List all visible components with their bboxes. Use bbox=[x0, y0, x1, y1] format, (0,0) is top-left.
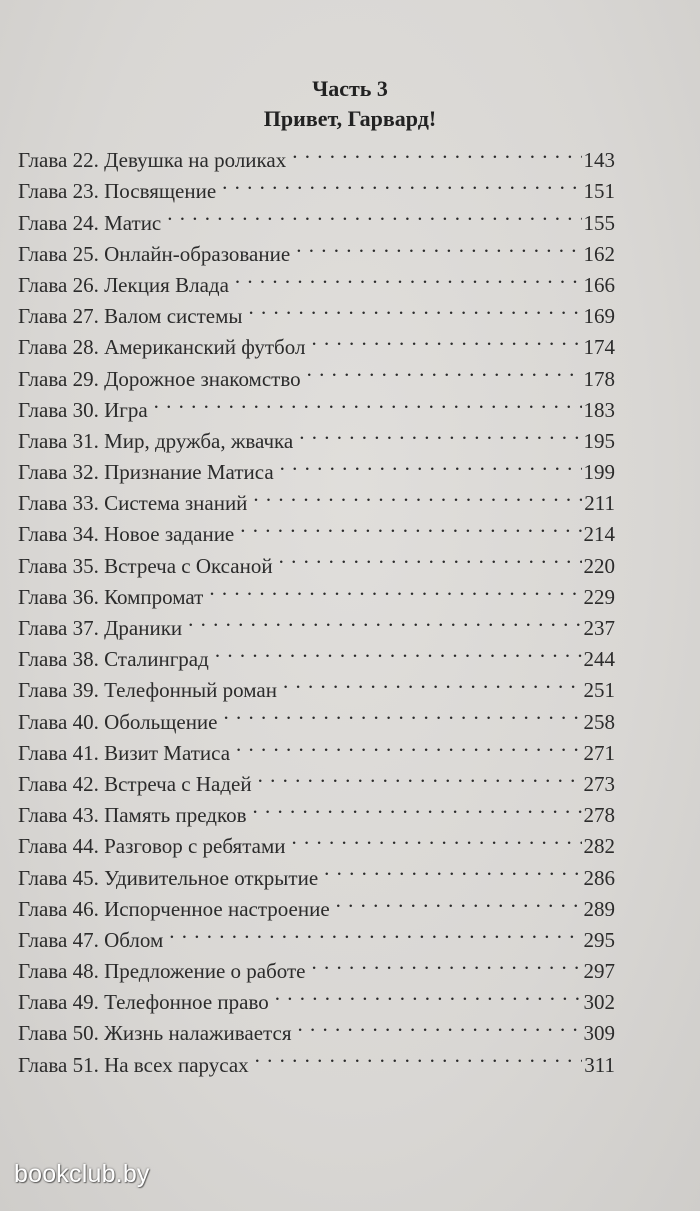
toc-entry-page-number: 178 bbox=[583, 366, 615, 391]
dot-leader bbox=[218, 167, 581, 198]
dot-leader bbox=[165, 916, 581, 947]
toc-entry-page-number: 166 bbox=[583, 272, 615, 297]
dot-leader bbox=[232, 729, 581, 760]
toc-entry-page-number: 214 bbox=[583, 522, 615, 547]
toc-entry-title: Глава 30. Игра bbox=[18, 397, 148, 422]
toc-entry-page-number: 211 bbox=[584, 491, 615, 516]
toc-entry-page-number: 282 bbox=[583, 834, 615, 859]
toc-entry-page-number: 302 bbox=[583, 990, 615, 1015]
toc-entry-page-number: 258 bbox=[583, 709, 615, 734]
toc-entry-page-number: 220 bbox=[583, 553, 615, 578]
toc-entry-page-number: 295 bbox=[583, 927, 615, 952]
toc-entry-title: Глава 48. Предложение о работе bbox=[18, 959, 306, 984]
dot-leader bbox=[332, 885, 582, 916]
dot-leader bbox=[279, 666, 582, 697]
dot-leader bbox=[287, 822, 581, 853]
toc-entry-title: Глава 28. Американский футбол bbox=[18, 335, 306, 360]
toc-entry-title: Глава 39. Телефонный роман bbox=[18, 678, 277, 703]
toc-entry-title: Глава 37. Драники bbox=[18, 616, 183, 640]
toc-entry-page-number: 244 bbox=[583, 647, 615, 672]
dot-leader bbox=[249, 479, 582, 510]
toc-entry-title: Глава 40. Обольщение bbox=[18, 709, 218, 734]
toc-entry-page-number: 169 bbox=[583, 304, 615, 329]
toc-entry-page-number: 162 bbox=[583, 241, 615, 266]
toc-entry-title: Глава 47. Облом bbox=[18, 927, 164, 952]
toc-entry-title: Глава 36. Компромат bbox=[18, 584, 204, 609]
dot-leader bbox=[220, 697, 582, 728]
dot-leader bbox=[292, 230, 581, 261]
toc-entry-title: Глава 29. Дорожное знакомство bbox=[18, 366, 301, 391]
toc-entry-title: Глава 46. Испорченное настроение bbox=[18, 896, 330, 921]
toc-entry-title: Глава 41. Визит Матиса bbox=[18, 740, 231, 765]
dot-leader bbox=[320, 853, 581, 884]
toc-entry bbox=[18, 136, 615, 173]
dot-leader bbox=[308, 947, 582, 978]
dot-leader bbox=[295, 417, 581, 448]
part-label: Часть 3 bbox=[312, 76, 388, 101]
dot-leader bbox=[249, 791, 582, 822]
dot-leader bbox=[205, 573, 581, 604]
dot-leader bbox=[231, 261, 582, 292]
toc-entry-page-number: 174 bbox=[583, 335, 615, 360]
table-of-contents bbox=[18, 136, 615, 1077]
toc-entry-page-number: 237 bbox=[583, 616, 615, 640]
toc-entry-page-number: 309 bbox=[583, 1021, 615, 1046]
toc-entry-title: Глава 50. Жизнь налаживается bbox=[18, 1021, 292, 1046]
dot-leader bbox=[275, 541, 582, 572]
dot-leader bbox=[150, 386, 582, 417]
dot-leader bbox=[254, 760, 582, 791]
toc-entry-title: Глава 32. Признание Матиса bbox=[18, 460, 274, 485]
dot-leader bbox=[307, 323, 581, 354]
toc-entry-page-number: 271 bbox=[583, 740, 615, 765]
toc-entry-page-number: 286 bbox=[583, 865, 615, 890]
toc-entry-title: Глава 31. Мир, дружба, жвачка bbox=[18, 428, 294, 453]
toc-entry-page-number: 229 bbox=[583, 584, 615, 609]
toc-entry-page-number: 278 bbox=[583, 803, 615, 828]
toc-entry-page-number: 273 bbox=[583, 771, 615, 796]
dot-leader bbox=[293, 1009, 581, 1040]
part-title: Привет, Гарвард! bbox=[263, 106, 437, 131]
toc-entry-page-number: 251 bbox=[583, 678, 615, 703]
dot-leader bbox=[303, 354, 582, 385]
dot-leader bbox=[163, 198, 581, 229]
toc-entry-title: Глава 22. Девушка на роликах bbox=[18, 148, 287, 173]
toc-entry-page-number: 195 bbox=[583, 428, 615, 453]
toc-entry-title: Глава 35. Встреча с Оксаной bbox=[18, 553, 273, 578]
toc-entry-page-number: 143 bbox=[583, 148, 615, 173]
toc-entry-title: Глава 44. Разговор с ребятами bbox=[18, 834, 286, 859]
toc-entry-title: Глава 43. Память предков bbox=[18, 803, 247, 828]
dot-leader bbox=[276, 448, 582, 479]
dot-leader bbox=[236, 510, 581, 541]
dot-leader bbox=[251, 1040, 583, 1071]
toc-entry-page-number: 311 bbox=[584, 1052, 615, 1077]
toc-entry-page-number: 289 bbox=[583, 896, 615, 921]
toc-entry-title: Глава 45. Удивительное открытие bbox=[18, 865, 319, 890]
dot-leader bbox=[244, 292, 581, 323]
dot-leader bbox=[184, 604, 581, 635]
toc-entry-title: Глава 27. Валом системы bbox=[18, 304, 243, 329]
toc-entry-title: Глава 49. Телефонное право bbox=[18, 990, 269, 1015]
toc-entry-page-number: 297 bbox=[583, 959, 615, 984]
toc-entry-title: Глава 24. Матис bbox=[18, 210, 162, 235]
toc-entry-page-number: 183 bbox=[583, 397, 615, 422]
dot-leader bbox=[211, 635, 582, 666]
toc-entry-title: Глава 33. Система знаний bbox=[18, 491, 248, 516]
toc-entry-title: Глава 42. Встреча с Надей bbox=[18, 771, 252, 796]
site-watermark: bookclub.by bbox=[14, 1160, 150, 1188]
toc-entry-page-number: 151 bbox=[583, 179, 615, 204]
toc-entry-page-number: 199 bbox=[583, 460, 615, 485]
toc-entry-title: Глава 51. На всех парусах bbox=[18, 1052, 249, 1077]
toc-entry-page-number: 155 bbox=[583, 210, 615, 235]
toc-entry-title: Глава 26. Лекция Влада bbox=[18, 272, 229, 297]
toc-entry-title: Глава 38. Сталинград bbox=[18, 647, 209, 672]
toc-entry-title: Глава 25. Онлайн-образование bbox=[18, 241, 291, 266]
toc-entry-title: Глава 23. Посвящение bbox=[18, 179, 217, 204]
dot-leader bbox=[271, 978, 582, 1009]
dot-leader bbox=[288, 136, 581, 167]
toc-entry-title: Глава 34. Новое задание bbox=[18, 522, 235, 547]
